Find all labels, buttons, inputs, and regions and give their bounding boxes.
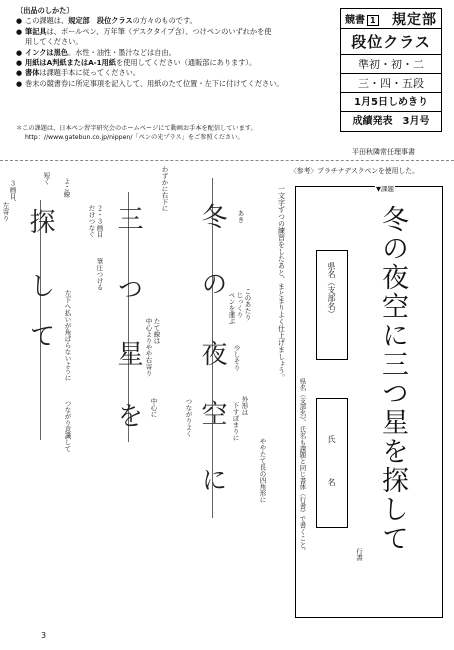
form-instruction: 県名（支部名）、氏名も課題と同じ書体（行書）で書くこと。 [298, 378, 307, 554]
practice-char: 空 [197, 400, 227, 426]
grades-1: 準初・初・二 [341, 55, 441, 74]
annotation: ややたて長の四角形に [258, 438, 267, 503]
instruction-item: ● 書体は課題手本に従ってください。 [16, 68, 141, 78]
annotation: あき [236, 210, 245, 223]
issue-number: 1 [367, 15, 379, 26]
annotation: よこ線 [62, 178, 71, 198]
instruction-item: ● 巻末の競書券に所定事項を記入して、用紙のたて位置・左下に付けてください。 [16, 78, 284, 88]
results-issue: 成績発表 3月号 [352, 116, 430, 127]
annotation: わずかに右下に [160, 166, 169, 212]
practice-side-note: 一文字ずつの練習をしたあと、まとまりよく仕上げましょう。 [277, 185, 286, 381]
instructions [16, 6, 336, 89]
instruction-item-cont: 用してください。 [25, 37, 83, 47]
annotation: じっくり [235, 292, 244, 318]
instruction-item: ● 筆記具は、ボールペン、万年筆（デスクタイプ含）、つけペンのいずれかを使 [16, 26, 272, 36]
annotation: 中心よりやや右寄り [144, 318, 153, 377]
annotation: たて線は [152, 318, 161, 344]
video-note: ＊この課題は、日本ペン習字研究会のホームページにて動画お手本を配信しています。 http：//www.gatebun.co.jp/nippen/「ペンの光プラス」をご参照ください。 [16, 124, 336, 142]
name-label-2: 名 [327, 478, 336, 486]
class-info-box [340, 8, 442, 132]
practice-char: 探 [25, 208, 55, 234]
topic-label: ▼課題 [376, 185, 394, 193]
practice-char: 夜 [197, 340, 227, 366]
name-label-1: 氏 [327, 435, 336, 443]
annotation: つながりよく [184, 398, 193, 437]
instruction-item: ● この課題は、規定部 段位クラスの方々のものです。 [16, 16, 197, 26]
instructions-heading: 〔出品のしかた〕 [16, 6, 74, 15]
practice-char: の [197, 270, 227, 296]
annotation: ペンを運ぶ [227, 292, 236, 325]
practice-char: し [25, 272, 55, 298]
practice-char: 星 [113, 340, 143, 366]
annotation: 下すぼまりに [231, 402, 240, 441]
practice-char: て [25, 322, 55, 348]
class-label: 段位クラス [341, 29, 441, 55]
page-number: 3 [41, 631, 47, 640]
author-credit: 平田秋隣常任理事書 [352, 148, 415, 156]
name-box [316, 398, 348, 528]
annotation: 少しそり [232, 345, 241, 371]
practice-char: を [113, 402, 143, 428]
practice-char: つ [113, 275, 143, 301]
deadline: 1月5日しめきり [341, 93, 441, 112]
video-url: http：//www.gatebun.co.jp/nippen/「ペンの光プラス」をご参照ください。 [25, 134, 244, 141]
bullet-icon: ● [16, 59, 23, 68]
bullet-icon: ● [16, 79, 23, 88]
annotation: このあたり [243, 288, 252, 321]
practice-char: 冬 [197, 203, 227, 229]
annotation: ３画目、 [8, 180, 17, 206]
division-label: 規定部 [392, 11, 437, 28]
bullet-icon: ● [16, 17, 23, 26]
annotation: 短く [42, 172, 51, 185]
style-label: 行書 [355, 548, 363, 561]
annotation: 左寄り [1, 202, 10, 222]
annotation: 中心に [149, 398, 158, 418]
bullet-icon: ● [16, 48, 23, 57]
annotation: 筆圧つける [95, 258, 104, 291]
instruction-item: ● 用紙はA判紙またはA-1用紙を使用してください（通販部にあります）。 [16, 58, 257, 68]
bullet-icon: ● [16, 69, 23, 78]
bullet-icon: ● [16, 27, 23, 36]
annotation: だけつなぐ [87, 205, 96, 238]
pen-reference: 〈参考〉プラチナデスクペンを使用した。 [290, 167, 419, 175]
annotation: 外形は [240, 396, 249, 416]
annotation: つながり意識して [63, 400, 72, 452]
grades-2: 三・四・五段 [341, 74, 441, 93]
practice-char: 三 [113, 205, 143, 231]
instruction-item: ● インクは黒色。水性・油性・墨汁などは自由。 [16, 47, 176, 57]
kisho-label: 競書 [345, 15, 365, 26]
cut-line [0, 160, 454, 161]
annotation: 左下へ払いが角ばらないように [63, 290, 72, 381]
annotation: ２・３画目 [95, 205, 104, 238]
guide-line [40, 200, 41, 440]
prefecture-label: 県名（支部名） [327, 262, 336, 318]
model-text: 冬の夜空に三つ星を探して [377, 205, 408, 553]
practice-char: に [197, 466, 227, 492]
